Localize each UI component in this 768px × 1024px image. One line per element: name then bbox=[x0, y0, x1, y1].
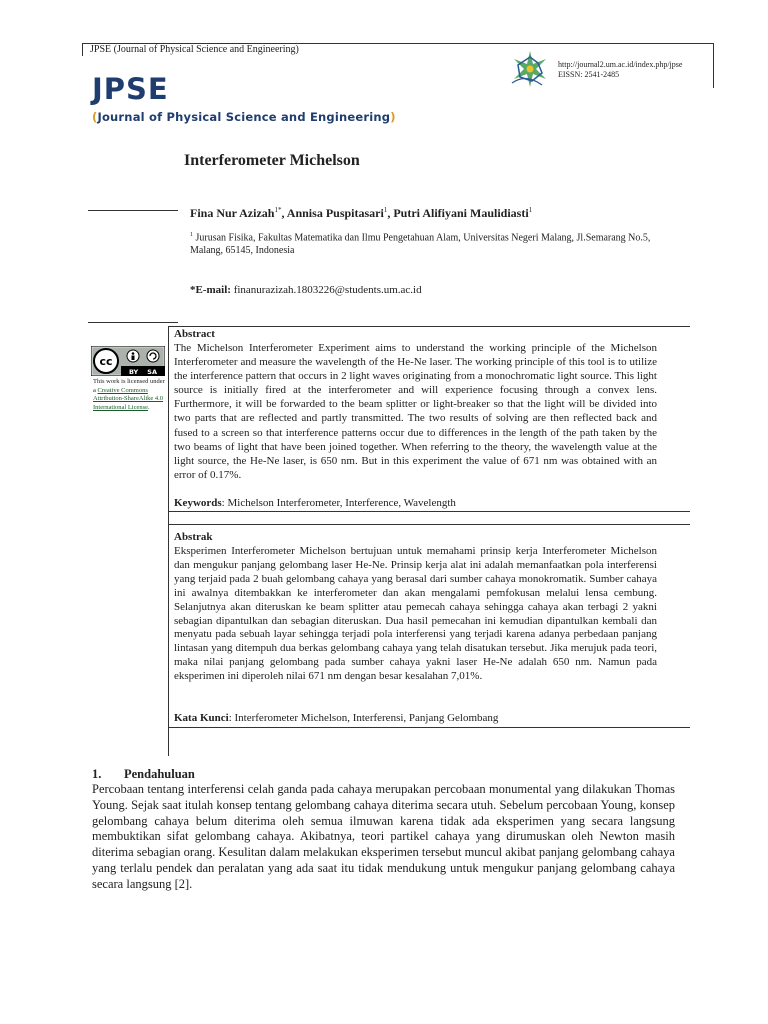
abstract-keywords: Keywords: Michelson Interferometer, Interference, Wavelength bbox=[174, 497, 456, 509]
email-address[interactable]: finanurazizah.1803226@students.um.ac.id bbox=[233, 284, 422, 296]
paper-title: Interferometer Michelson bbox=[184, 152, 360, 169]
abstract-top-rule bbox=[168, 326, 690, 327]
running-header: JPSE (Journal of Physical Science and Engineering) bbox=[90, 44, 299, 55]
abstrak-text: Eksperimen Interferometer Michelson bertujuan untuk memahami prinsip kerja Interferometer Michelson dan mengukur panjang gelombang laser He-Ne. Prinsip kerja alat ini adalah memanfaatkan pola interferensi yang terjaid pada 2 buah gelombang cahaya yang berasal dari sumber cahaya monokromatik. Sumber cahaya ini awalnya ditembakkan ke interferometer dan akan mengalami pemfokusan melalui lensa cembung. Selanjutnya akan diteruskan ke beam splitter atau pemecah cahaya sehingga cahaya akan terbagi 2 yakni sebagian dipantulkan dan sebagian diteruskan. Dua hasil pemecahan ini kemudian dipantulkan kembali dan menyatu pada sebuah layar sehingga terjadi pola interferensi yang terjadi karena adanya perbedaan panjang lintasan yang ditempuh dua berkas gelombang cahaya yang telah disatukan tersebut. Jika merujuk pada teori, maka nilai panjang gelombang pada sumber cahaya yakni laser He-Ne adalah 650 nm. Namun pada eksperimen ini diperoleh nilai 671 nm dengan besar kesalahan 7,01%. bbox=[174, 545, 657, 683]
license-notice: This work is licensed under a Creative Commons Attribution-ShareAlike 4.0 International License. bbox=[93, 378, 165, 411]
author-name: Putri Alifiyani Maulidiasti bbox=[393, 206, 529, 220]
cc-license-icon[interactable] bbox=[91, 346, 165, 376]
section-body: Percobaan tentang interferensi celah ganda pada cahaya merupakan percobaan monumental yang dilakukan Thomas Young. Sejak saat itulah konsep tentang gelombang cahaya diterima secara utuh. Sebelum percobaan Young, konsep gelombang cahaya belum diterima oleh semua ilmuwan karena tidak ada eksperimen yang secara langsung membuktikan sifat gelombang cahaya. Akibatnya, teori partikel cahaya yang dirumuskan oleh Newton masih diterima sebagian orang. Kesulitan dalam melakukan eksperimen tersebut muncul akibat panjang gelombang cahaya yang terlalu pendek dan peralatan yang ada saat itu tidak mendukung untuk mengukur panjang gelombang cahaya secara langsung [2]. bbox=[92, 782, 675, 891]
journal-logo: JPSE bbox=[92, 72, 169, 106]
abstract-bottom-rule bbox=[168, 511, 690, 512]
corresponding-email: *E-mail: finanurazizah.1803226@students.um.ac.id bbox=[190, 284, 422, 296]
abstract-heading: Abstract bbox=[174, 328, 215, 340]
abstrak-keywords: Kata Kunci: Interferometer Michelson, Interferensi, Panjang Gelombang bbox=[174, 712, 499, 724]
title-left-rule bbox=[88, 210, 178, 211]
abstrak-heading: Abstrak bbox=[174, 531, 213, 543]
license-link[interactable]: Creative Commons Attribution-ShareAlike 4.0 International License bbox=[93, 386, 164, 411]
header-right-rule bbox=[713, 43, 714, 88]
abstract-left-rule bbox=[168, 326, 169, 756]
svg-text:cc: cc bbox=[99, 355, 113, 368]
author-name: Fina Nur Azizah bbox=[190, 206, 275, 220]
journal-emblem-icon bbox=[508, 49, 552, 89]
author-name: Annisa Puspitasari bbox=[286, 206, 384, 220]
cc-badge-label: BY SA bbox=[128, 368, 158, 376]
abstrak-bottom-rule bbox=[168, 727, 690, 728]
abstrak-top-rule bbox=[168, 524, 690, 525]
header-left-rule bbox=[82, 43, 83, 56]
abstract-text: The Michelson Interferometer Experiment aims to understand the working principle of the Michelson Interferometer and measure the wavelength of the He-Ne laser. The working principle of this tool is to utilize the interference pattern that occurs in 2 light waves originating from a monochromatic light source. This light source is initially fired at the interferometer and will experience focusing through a convex lens. Furthermore, it will be forwarded to the beam splitter or light-breaker so that the light will be divided into two parts that are reflected and partly transmitted. The two results of solving are then reflected back and fused to a screen so that interference patterns occur due to differences in the length of the path taken by the two beams of light that have been joined together. When referring to the theory, the wavelength value at the light source, the He-Ne laser, is 650 nm. But in this experiment the value of 671 nm was obtained with an error of 0.17%. bbox=[174, 342, 657, 481]
author-list: Fina Nur Azizah$^{1*}$, Annisa Puspitasari$^1$, Putri Alifiyani Maulidiasti$^1$ bbox=[190, 206, 533, 220]
journal-issn: EISSN: 2541-2485 bbox=[558, 70, 620, 79]
journal-logo-subtitle: (Journal of Physical Science and Engineering) bbox=[92, 110, 396, 124]
journal-url[interactable]: http://journal2.um.ac.id/index.php/jpse bbox=[558, 60, 683, 69]
license-top-rule bbox=[88, 322, 178, 323]
section-heading: 1. Pendahuluan bbox=[92, 767, 195, 781]
affiliation: $^1$ Jurusan Fisika, Fakultas Matematika dan Ilmu Pengetahuan Alam, Universitas Negeri Malang, Jl.Semarang No.5, Malang, 65145, Indonesia bbox=[190, 232, 651, 257]
